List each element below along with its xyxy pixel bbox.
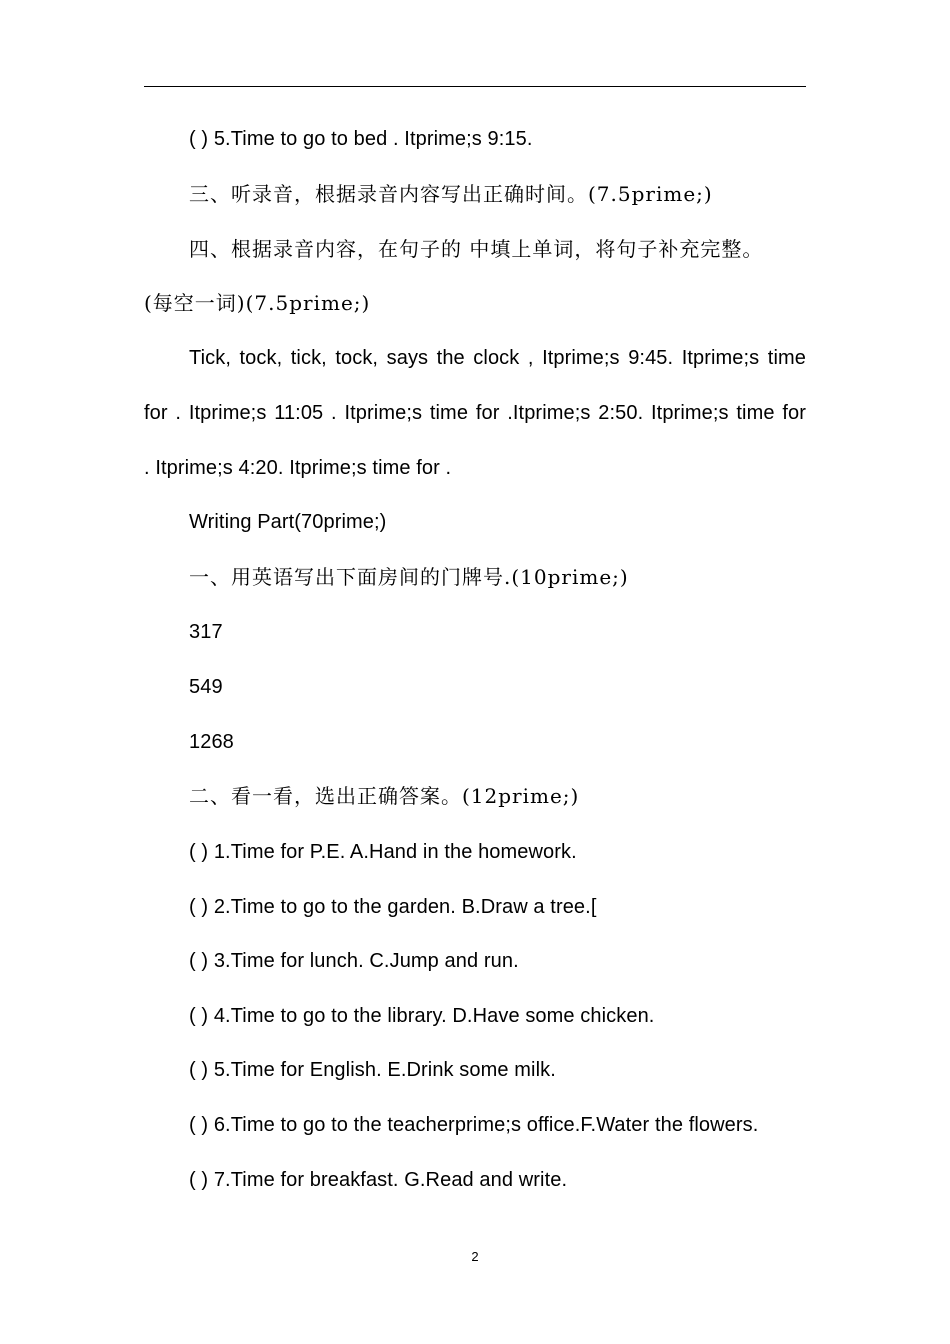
room-number: 1268 <box>189 731 234 753</box>
matching-item: ( ) 7.Time for breakfast. G.Read and write. <box>189 1169 568 1191</box>
matching-item: ( ) 4.Time to go to the library. D.Have some chicken. <box>189 1005 655 1027</box>
room-number: 317 <box>189 621 223 643</box>
clock-passage-line-2: for . Itprime;s 11:05 . Itprime;s time for .Itprime;s 2:50. Itprime;s time for <box>144 402 806 424</box>
clock-passage-line-3: . Itprime;s 4:20. Itprime;s time for . <box>144 457 452 479</box>
section-3-heading: 三、听录音，根据录音内容写出正确时间。(7.5prime;) <box>189 182 713 206</box>
clock-passage-line-1: Tick, tock, tick, tock, says the clock , Itprime;s 9:45. Itprime;s time <box>189 347 806 369</box>
section-2-heading: 二、看一看，选出正确答案。(12prime;) <box>189 784 580 808</box>
question-5-time-to-bed: ( ) 5.Time to go to bed . Itprime;s 9:15. <box>189 128 533 150</box>
header-rule <box>144 86 806 87</box>
page-number: 2 <box>471 1249 479 1264</box>
section-1-heading: 一、用英语写出下面房间的门牌号.(10prime;) <box>189 565 629 589</box>
section-4-heading: 四、根据录音内容，在句子的 中填上单词，将句子补充完整。 <box>189 237 764 261</box>
matching-item: ( ) 5.Time for English. E.Drink some milk. <box>189 1059 556 1081</box>
matching-item: ( ) 6.Time to go to the teacherprime;s office.F.Water the flowers. <box>189 1114 759 1136</box>
matching-item: ( ) 3.Time for lunch. C.Jump and run. <box>189 950 519 972</box>
writing-part-heading: Writing Part(70prime;) <box>189 511 387 533</box>
section-4-heading-cont: (每空一词)(7.5prime;) <box>144 291 371 315</box>
matching-item: ( ) 2.Time to go to the garden. B.Draw a tree.[ <box>189 896 597 918</box>
matching-item: ( ) 1.Time for P.E. A.Hand in the homework. <box>189 841 577 863</box>
room-number: 549 <box>189 676 223 698</box>
